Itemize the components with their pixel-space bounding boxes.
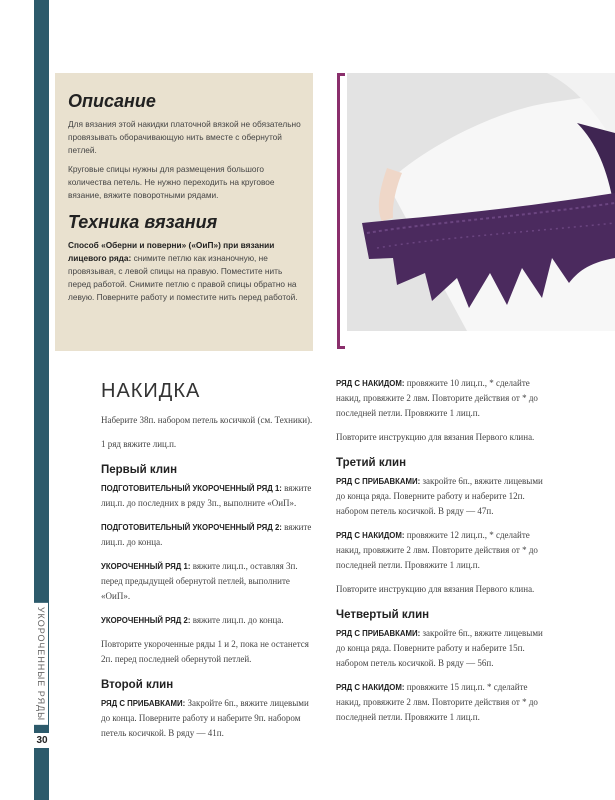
instruction-row: РЯД С НАКИДОМ: провяжите 12 лиц.п., * сделайте накид, провяжите 2 лвм. Повторите действия от * до последней петли. Провяжите 1 лиц.п. [336, 530, 538, 570]
instructions-left-column [101, 380, 317, 750]
instruction-row: ПОДГОТОВИТЕЛЬНЫЙ УКОРОЧЕННЫЙ РЯД 1: вяжите лиц.п. до последних в ряду 3п., выполните «ОиП». [101, 483, 312, 508]
section-heading: Третий клин [336, 457, 407, 469]
instruction-row: ПОДГОТОВИТЕЛЬНЫЙ УКОРОЧЕННЫЙ РЯД 2: вяжите лиц.п. до конца. [101, 522, 312, 547]
section-heading: Первый клин [101, 464, 178, 476]
photo-bracket [337, 73, 345, 349]
description-paragraph: Круговые спицы нужны для размещения большого количества петель. Не нужно переходить на круговое вязание, вяжите поворотными рядами. [68, 164, 275, 200]
instruction-row: РЯД С ПРИБАВКАМИ: Закройте 6п., вяжите лицевыми до конца. Поверните работу и наберите 9п. набором петель косичкой. В ряду — 41п. [101, 698, 309, 738]
paragraph: 1 ряд вяжите лиц.п. [101, 439, 177, 449]
section-heading: Второй клин [101, 679, 174, 691]
instruction-row: РЯД С НАКИДОМ: провяжите 15 лиц.п. * сделайте накид, провяжите 2 лвм. Повторите действия от * до последней петли. Провяжите 1 лиц.п. [336, 682, 538, 722]
shawl-photo [347, 73, 615, 331]
instruction-row: УКОРОЧЕННЫЙ РЯД 1: вяжите лиц.п., оставляя 3п. перед предыдущей обернутой петлей, выполните «ОиП». [101, 561, 298, 601]
section-label: УКОРОЧЕННЫЕ РЯДЫ [24, 606, 58, 722]
instructions-right-column [336, 376, 552, 734]
paragraph: Наберите 38п. набором петель косичкой (см. Техники). [101, 415, 313, 425]
paragraph: Повторите инструкцию для вязания Первого клина. [336, 432, 535, 442]
section-heading: Четвертый клин [336, 609, 430, 621]
description-box [55, 73, 313, 351]
description-paragraph: Для вязания этой накидки платочной вязкой не обязательно провязывать оборачивающую нить вместе с обернутой петлей. [68, 119, 301, 155]
instruction-row: РЯД С ПРИБАВКАМИ: закройте 6п., вяжите лицевыми до конца ряда. Поверните работу и наберите 15п. набором петель косичкой. В ряду — 56п. [336, 628, 543, 668]
instruction-row: УКОРОЧЕННЫЙ РЯД 2: вяжите лиц.п. до конца. [101, 615, 284, 625]
page-number: 30 [31, 733, 53, 748]
instruction-row: РЯД С ПРИБАВКАМИ: закройте 6п., вяжите лицевыми до конца ряда. Поверните работу и наберите 12п. набором петель косичкой. В ряду — 47п. [336, 476, 543, 516]
paragraph: Повторите укороченные ряды 1 и 2, пока не останется 2п. перед последней обернутой петлей. [101, 639, 309, 664]
page-title: НАКИДКА [101, 380, 201, 402]
technique-heading: Техника вязания [68, 212, 218, 232]
paragraph: Повторите инструкцию для вязания Первого клина. [336, 584, 535, 594]
technique-paragraph: Способ «Оберни и поверни» («ОиП») при вязании лицевого ряда: снимите петлю как изнаночную, не провязывая, с левой спицы на правую. Поместите нить перед работой. Снимите петлю с правой спицы обратно на левую. Поверните работу и поместите нить перед работой. [68, 240, 298, 302]
instruction-row: РЯД С НАКИДОМ: провяжите 10 лиц.п., * сделайте накид, провяжите 2 лвм. Повторите действия от * до последней петли. Провяжите 1 лиц.п. [336, 378, 538, 418]
description-heading: Описание [68, 91, 156, 111]
